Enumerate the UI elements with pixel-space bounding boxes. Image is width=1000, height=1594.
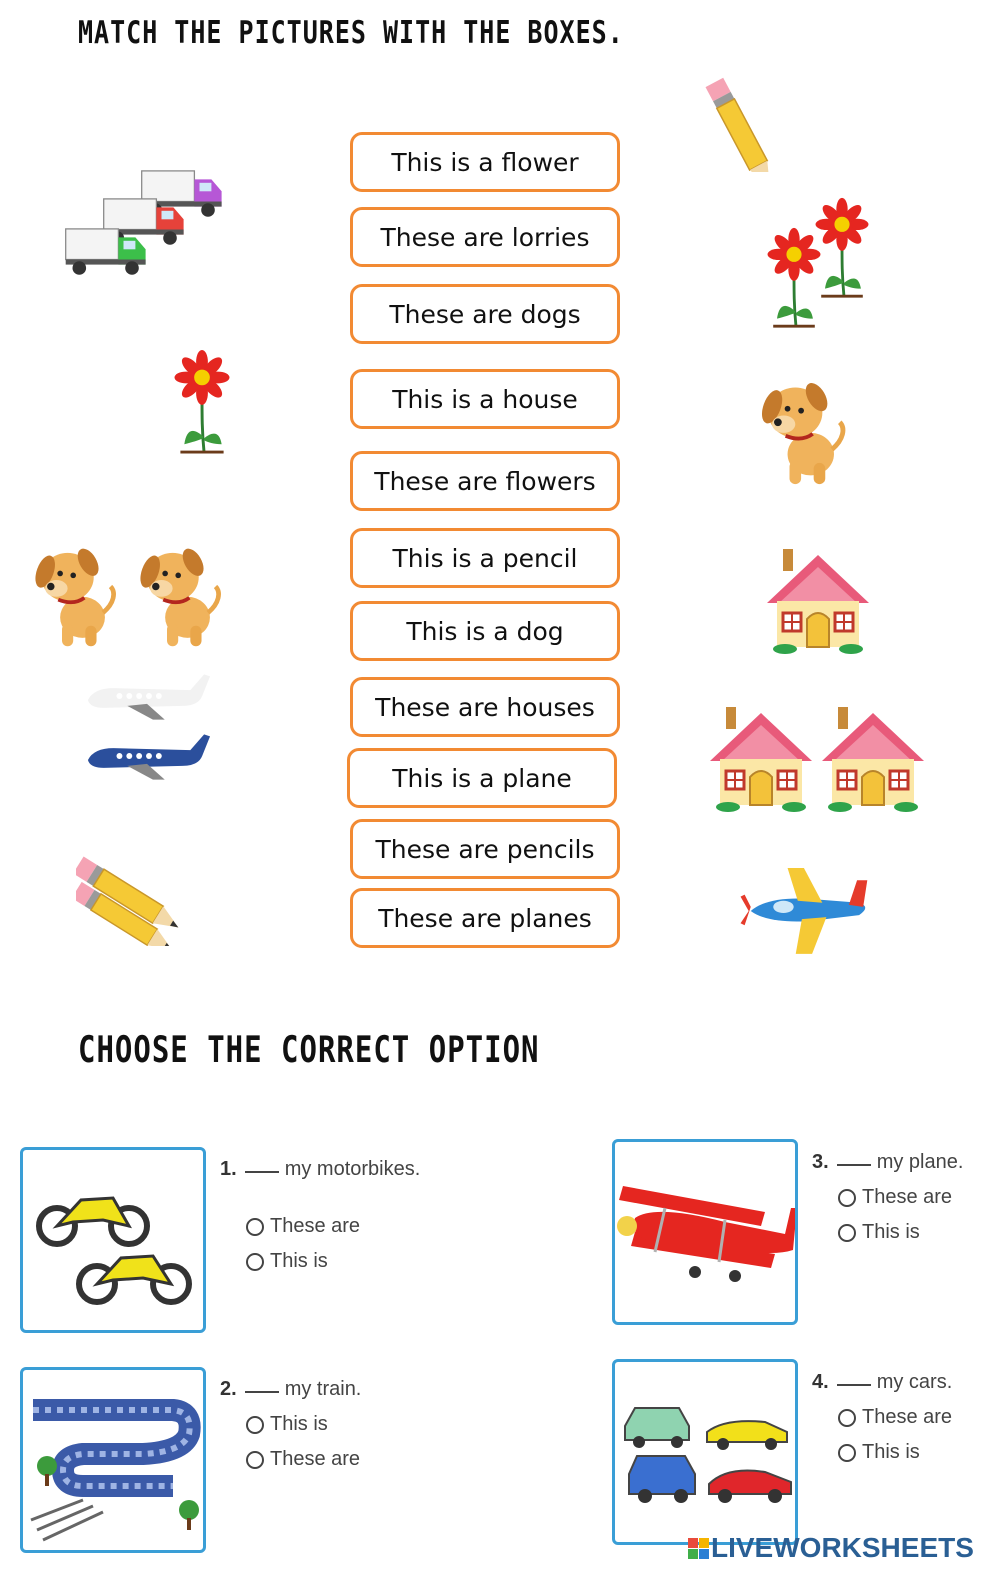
plane-picture[interactable] (736, 866, 880, 958)
question-1-text (220, 1158, 420, 1181)
match-box-1[interactable]: This is a flower (350, 132, 620, 192)
question-2-label: my train. (284, 1378, 362, 1400)
match-section-title: MATCH THE PICTURES WITH THE BOXES. (78, 14, 624, 51)
lorries-picture[interactable] (62, 155, 227, 290)
question-3-text (812, 1151, 963, 1174)
match-box-11[interactable]: These are planes (350, 888, 620, 948)
house-picture[interactable] (762, 545, 874, 655)
question-4-label: my cars. (876, 1371, 953, 1393)
question-4-number: 4. (812, 1371, 829, 1393)
match-box-2[interactable]: These are lorries (350, 207, 620, 267)
flowers-picture[interactable] (765, 196, 875, 332)
question-2-text (220, 1378, 361, 1401)
question-3-option-2[interactable] (838, 1221, 963, 1244)
dogs-picture[interactable] (32, 538, 227, 650)
question-1-blank (245, 1171, 279, 1173)
radio-button[interactable] (246, 1253, 264, 1271)
question-3-number: 3. (812, 1151, 829, 1173)
planes-picture[interactable] (82, 670, 214, 792)
match-box-4[interactable]: This is a house (350, 369, 620, 429)
option-label: These are (862, 1186, 953, 1208)
option-label: These are (862, 1406, 953, 1428)
radio-button[interactable] (246, 1451, 264, 1469)
biplane-picture (612, 1139, 798, 1325)
radio-button[interactable] (838, 1224, 856, 1242)
match-box-5[interactable]: These are flowers (350, 451, 620, 511)
question-1-option-1[interactable] (246, 1215, 420, 1238)
question-2-number: 2. (220, 1378, 237, 1400)
match-box-7[interactable]: This is a dog (350, 601, 620, 661)
liveworksheets-logo (688, 1532, 974, 1564)
question-4-blank (837, 1384, 871, 1386)
question-3-option-1[interactable] (838, 1186, 963, 1209)
question-4-text (812, 1371, 952, 1394)
houses-picture[interactable] (706, 703, 928, 815)
question-2-option-2[interactable] (246, 1448, 361, 1471)
option-label: These are (270, 1448, 361, 1470)
radio-button[interactable] (246, 1218, 264, 1236)
pencil-picture[interactable] (690, 52, 790, 172)
question-2-blank (245, 1391, 279, 1393)
question-4-option-1[interactable] (838, 1406, 952, 1429)
match-box-8[interactable]: These are houses (350, 677, 620, 737)
cars-picture (612, 1359, 798, 1545)
flower-picture[interactable] (172, 348, 232, 456)
match-box-9[interactable]: This is a plane (347, 748, 617, 808)
question-1-option-2[interactable] (246, 1250, 420, 1273)
choose-section-title: CHOOSE THE CORRECT OPTION (78, 1028, 540, 1071)
radio-button[interactable] (246, 1416, 264, 1434)
option-label: This is (862, 1441, 920, 1463)
train-picture (20, 1367, 206, 1553)
option-label: This is (270, 1413, 328, 1435)
match-box-10[interactable]: These are pencils (350, 819, 620, 879)
option-label: This is (270, 1250, 328, 1272)
radio-button[interactable] (838, 1444, 856, 1462)
question-1-number: 1. (220, 1158, 237, 1180)
question-1-label: my motorbikes. (284, 1158, 421, 1180)
option-label: This is (862, 1221, 920, 1243)
logo-icon (688, 1538, 709, 1559)
motorbikes-picture (20, 1147, 206, 1333)
question-3-blank (837, 1164, 871, 1166)
option-label: These are (270, 1215, 361, 1237)
radio-button[interactable] (838, 1189, 856, 1207)
match-box-3[interactable]: These are dogs (350, 284, 620, 344)
logo-text: LIVEWORKSHEETS (711, 1532, 974, 1563)
question-4-option-2[interactable] (838, 1441, 952, 1464)
dog-picture[interactable] (760, 372, 848, 488)
radio-button[interactable] (838, 1409, 856, 1427)
match-box-6[interactable]: This is a pencil (350, 528, 620, 588)
pencils-picture[interactable] (76, 846, 204, 946)
question-2-option-1[interactable] (246, 1413, 361, 1436)
question-3-label: my plane. (876, 1151, 964, 1173)
